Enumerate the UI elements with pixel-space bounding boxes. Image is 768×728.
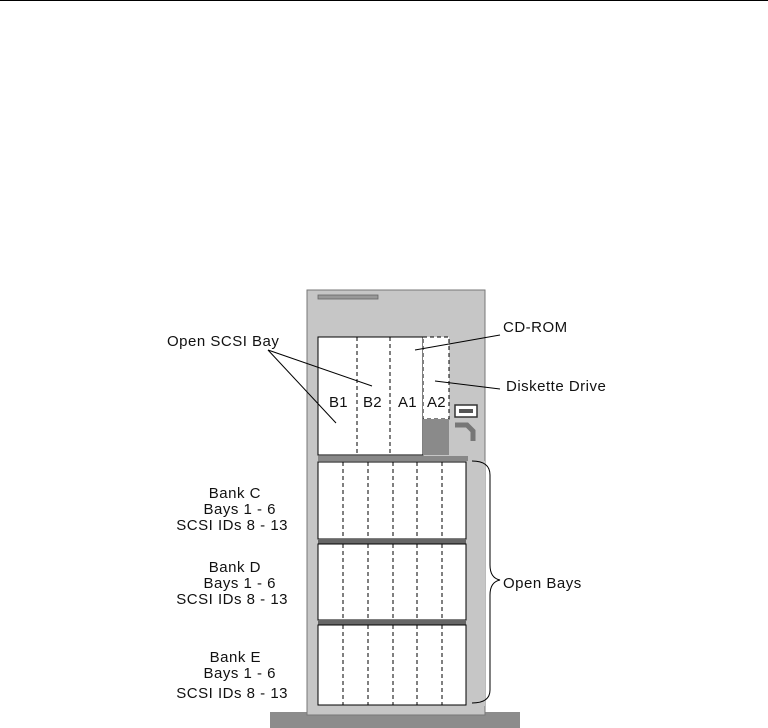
bank-e-bays xyxy=(318,625,466,705)
bay-label-b1: B1 xyxy=(329,394,348,411)
bank-e-label xyxy=(148,650,288,702)
bank-divider xyxy=(318,620,466,625)
right-rail xyxy=(467,461,485,706)
bank-ids: SCSI IDs 8 - 13 xyxy=(176,517,288,534)
bank-c-label xyxy=(148,486,288,534)
dark-block xyxy=(423,419,449,455)
bank-c-bays xyxy=(318,462,466,539)
separator-strip xyxy=(318,456,468,461)
bank-ids: SCSI IDs 8 - 13 xyxy=(176,591,288,608)
diskette-slot-inner xyxy=(459,409,473,413)
bank-d-bays xyxy=(318,544,466,620)
bank-name: Bank C xyxy=(208,485,261,502)
bank-name: Bank E xyxy=(209,649,261,666)
bay-label-a2: A2 xyxy=(427,394,446,411)
bay-label-a1: A1 xyxy=(398,394,417,411)
open-bays-label: Open Bays xyxy=(503,575,582,592)
bank-divider xyxy=(318,539,466,544)
bank-bays: Bays 1 - 6 xyxy=(203,501,276,518)
cd-rom-label: CD-ROM xyxy=(503,319,568,336)
bank-d-label xyxy=(148,560,288,608)
top-slot xyxy=(318,295,378,299)
bank-bays: Bays 1 - 6 xyxy=(203,665,276,682)
bank-bays: Bays 1 - 6 xyxy=(203,575,276,592)
bank-name: Bank D xyxy=(208,559,261,576)
diskette-drive-label: Diskette Drive xyxy=(506,378,607,395)
open-scsi-bay-label: Open SCSI Bay xyxy=(167,333,280,350)
bank-ids: SCSI IDs 8 - 13 xyxy=(176,685,288,702)
bay-label-b2: B2 xyxy=(363,394,382,411)
